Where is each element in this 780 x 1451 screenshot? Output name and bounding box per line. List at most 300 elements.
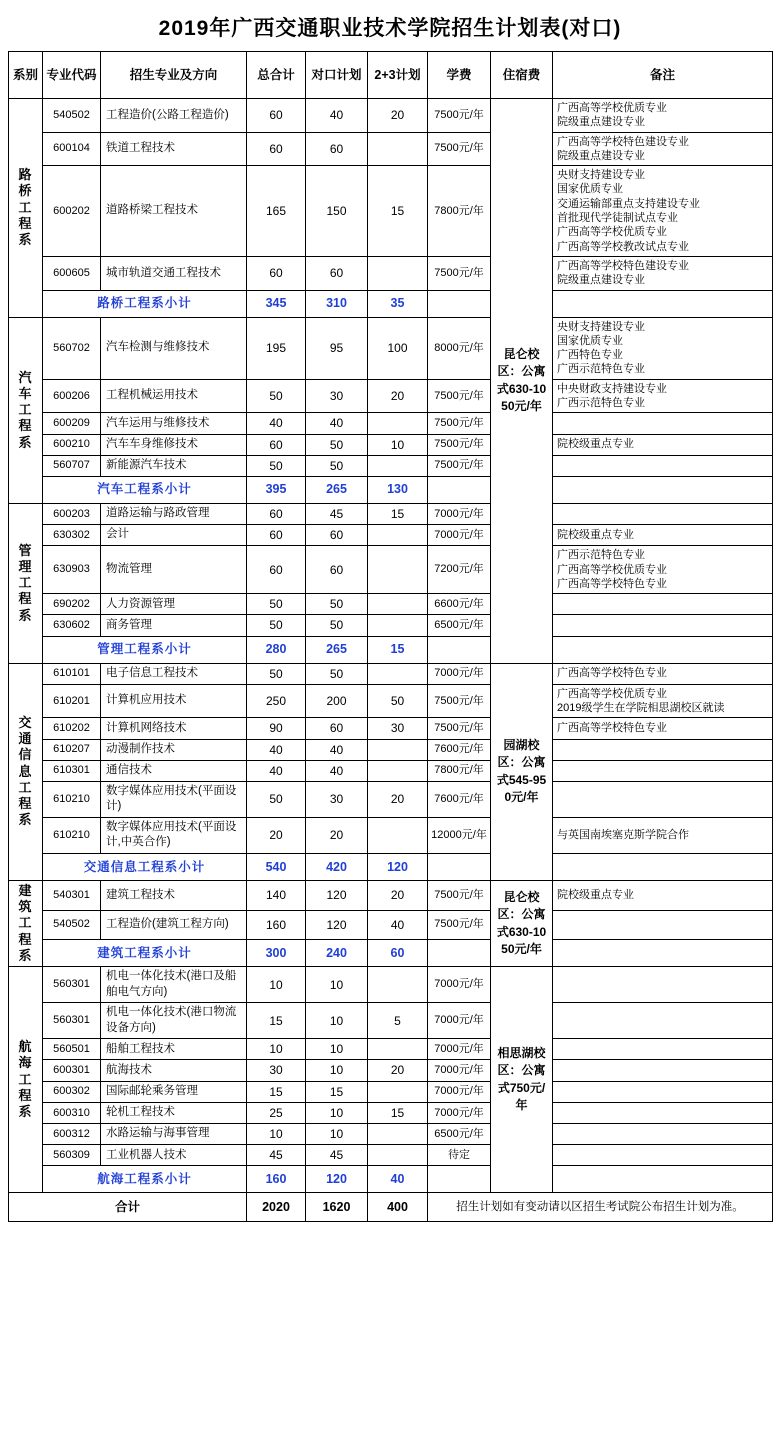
duikou-cell: 40	[306, 739, 368, 760]
table-row	[9, 132, 773, 166]
tuition-cell: 待定	[428, 1145, 491, 1166]
table-row	[9, 615, 773, 636]
major-name-cell: 汽车运用与维修技术	[101, 413, 247, 434]
major-code-cell: 560301	[43, 1003, 101, 1039]
plan23-cell: 10	[368, 434, 428, 455]
total-cell: 10	[247, 1124, 306, 1145]
duikou-cell: 40	[306, 99, 368, 133]
duikou-cell: 50	[306, 615, 368, 636]
total-cell: 20	[247, 817, 306, 853]
subtotal-remark	[553, 290, 773, 317]
duikou-cell: 60	[306, 718, 368, 739]
grand-total-note: 招生计划如有变动请以区招生考试院公布招生计划为准。	[428, 1193, 773, 1222]
remark-cell: 广西高等学校特色建设专业 院级重点建设专业	[553, 256, 773, 290]
subtotal-duikou: 120	[306, 1166, 368, 1193]
duikou-cell: 45	[306, 1145, 368, 1166]
subtotal-total: 160	[247, 1166, 306, 1193]
col-header-total: 总合计	[247, 52, 306, 99]
major-name-cell: 商务管理	[101, 615, 247, 636]
duikou-cell: 10	[306, 1039, 368, 1060]
subtotal-plan23: 60	[368, 940, 428, 967]
duikou-cell: 10	[306, 1102, 368, 1123]
duikou-cell: 20	[306, 817, 368, 853]
tuition-cell: 7500元/年	[428, 132, 491, 166]
plan23-cell: 5	[368, 1003, 428, 1039]
subtotal-row	[9, 636, 773, 663]
table-row	[9, 1039, 773, 1060]
total-cell: 50	[247, 781, 306, 817]
major-name-cell: 汽车车身维修技术	[101, 434, 247, 455]
table-row	[9, 413, 773, 434]
subtotal-remark	[553, 636, 773, 663]
table-row	[9, 525, 773, 546]
remark-cell	[553, 781, 773, 817]
table-row	[9, 317, 773, 379]
major-name-cell: 道路运输与路政管理	[101, 503, 247, 524]
total-cell: 250	[247, 684, 306, 718]
major-code-cell: 610210	[43, 781, 101, 817]
dorm-fee-cell: 相思湖校区：公寓式750元/年	[491, 967, 553, 1193]
duikou-cell: 120	[306, 880, 368, 910]
tuition-cell: 7000元/年	[428, 1081, 491, 1102]
plan23-cell	[368, 817, 428, 853]
major-code-cell: 610207	[43, 739, 101, 760]
duikou-cell: 50	[306, 455, 368, 476]
major-name-cell: 数字媒体应用技术(平面设计,中英合作)	[101, 817, 247, 853]
remark-cell	[553, 503, 773, 524]
remark-cell: 广西高等学校特色专业	[553, 718, 773, 739]
total-cell: 40	[247, 739, 306, 760]
total-cell: 40	[247, 413, 306, 434]
plan23-cell	[368, 739, 428, 760]
major-name-cell: 人力资源管理	[101, 594, 247, 615]
dept-cell: 管 理 工 程 系	[9, 503, 43, 663]
major-name-cell: 计算机网络技术	[101, 718, 247, 739]
remark-cell: 广西高等学校特色专业	[553, 663, 773, 684]
dept-cell: 交 通 信 息 工 程 系	[9, 663, 43, 880]
table-row	[9, 546, 773, 594]
remark-cell: 广西高等学校优质专业 2019级学生在学院相思湖校区就读	[553, 684, 773, 718]
major-name-cell: 城市轨道交通工程技术	[101, 256, 247, 290]
tuition-cell: 7500元/年	[428, 455, 491, 476]
subtotal-plan23: 130	[368, 476, 428, 503]
major-code-cell: 600302	[43, 1081, 101, 1102]
col-header-tuition: 学费	[428, 52, 491, 99]
subtotal-total: 280	[247, 636, 306, 663]
duikou-cell: 200	[306, 684, 368, 718]
major-name-cell: 汽车检测与维修技术	[101, 317, 247, 379]
total-cell: 195	[247, 317, 306, 379]
table-row	[9, 455, 773, 476]
remark-cell	[553, 967, 773, 1003]
major-code-cell: 560301	[43, 967, 101, 1003]
table-row	[9, 781, 773, 817]
subtotal-label: 路桥工程系小计	[43, 290, 247, 317]
total-cell: 60	[247, 434, 306, 455]
subtotal-total: 395	[247, 476, 306, 503]
remark-cell: 与英国南埃塞克斯学院合作	[553, 817, 773, 853]
plan23-cell: 15	[368, 1102, 428, 1123]
major-code-cell: 610101	[43, 663, 101, 684]
tuition-cell: 7500元/年	[428, 718, 491, 739]
subtotal-tuition	[428, 476, 491, 503]
remark-cell	[553, 1060, 773, 1081]
subtotal-duikou: 310	[306, 290, 368, 317]
tuition-cell: 7500元/年	[428, 434, 491, 455]
duikou-cell: 10	[306, 1060, 368, 1081]
plan23-cell	[368, 525, 428, 546]
major-code-cell: 600203	[43, 503, 101, 524]
tuition-cell: 7800元/年	[428, 166, 491, 257]
tuition-cell: 7500元/年	[428, 910, 491, 940]
plan23-cell: 100	[368, 317, 428, 379]
plan23-cell	[368, 1145, 428, 1166]
major-name-cell: 道路桥梁工程技术	[101, 166, 247, 257]
remark-cell	[553, 739, 773, 760]
remark-cell: 院校级重点专业	[553, 434, 773, 455]
plan23-cell	[368, 455, 428, 476]
subtotal-total: 345	[247, 290, 306, 317]
table-row	[9, 1102, 773, 1123]
plan23-cell	[368, 256, 428, 290]
subtotal-label: 交通信息工程系小计	[43, 853, 247, 880]
duikou-cell: 40	[306, 413, 368, 434]
subtotal-remark	[553, 853, 773, 880]
table-row	[9, 379, 773, 413]
remark-cell: 中央财政支持建设专业 广西示范特色专业	[553, 379, 773, 413]
col-header-dept: 系别	[9, 52, 43, 99]
total-cell: 30	[247, 1060, 306, 1081]
duikou-cell: 40	[306, 760, 368, 781]
tuition-cell: 7000元/年	[428, 1060, 491, 1081]
major-name-cell: 船舶工程技术	[101, 1039, 247, 1060]
subtotal-total: 540	[247, 853, 306, 880]
total-cell: 40	[247, 760, 306, 781]
major-code-cell: 600310	[43, 1102, 101, 1123]
tuition-cell: 7500元/年	[428, 256, 491, 290]
grand-total-label: 合计	[9, 1193, 247, 1222]
plan23-cell: 50	[368, 684, 428, 718]
tuition-cell: 7000元/年	[428, 967, 491, 1003]
table-row	[9, 817, 773, 853]
tuition-cell: 7000元/年	[428, 1102, 491, 1123]
duikou-cell: 60	[306, 546, 368, 594]
duikou-cell: 60	[306, 256, 368, 290]
subtotal-row	[9, 1166, 773, 1193]
remark-cell	[553, 594, 773, 615]
major-code-cell: 560501	[43, 1039, 101, 1060]
subtotal-total: 300	[247, 940, 306, 967]
remark-cell	[553, 910, 773, 940]
subtotal-row	[9, 853, 773, 880]
remark-cell: 央财支持建设专业 国家优质专业 广西特色专业 广西示范特色专业	[553, 317, 773, 379]
table-row	[9, 760, 773, 781]
total-cell: 60	[247, 546, 306, 594]
plan23-cell: 15	[368, 503, 428, 524]
tuition-cell: 6500元/年	[428, 615, 491, 636]
remark-cell	[553, 455, 773, 476]
plan23-cell: 20	[368, 781, 428, 817]
plan23-cell: 20	[368, 880, 428, 910]
major-name-cell: 工程造价(公路工程造价)	[101, 99, 247, 133]
major-code-cell: 600210	[43, 434, 101, 455]
remark-cell: 院校级重点专业	[553, 880, 773, 910]
major-name-cell: 水路运输与海事管理	[101, 1124, 247, 1145]
total-cell: 60	[247, 256, 306, 290]
total-cell: 15	[247, 1081, 306, 1102]
major-name-cell: 建筑工程技术	[101, 880, 247, 910]
duikou-cell: 50	[306, 663, 368, 684]
major-code-cell: 600605	[43, 256, 101, 290]
tuition-cell: 7000元/年	[428, 503, 491, 524]
major-code-cell: 600312	[43, 1124, 101, 1145]
plan23-cell	[368, 1124, 428, 1145]
col-header-remark: 备注	[553, 52, 773, 99]
remark-cell	[553, 615, 773, 636]
table-row	[9, 434, 773, 455]
major-name-cell: 数字媒体应用技术(平面设计)	[101, 781, 247, 817]
tuition-cell: 12000元/年	[428, 817, 491, 853]
total-cell: 140	[247, 880, 306, 910]
major-name-cell: 电子信息工程技术	[101, 663, 247, 684]
tuition-cell: 7000元/年	[428, 1003, 491, 1039]
major-name-cell: 工程机械运用技术	[101, 379, 247, 413]
col-header-major-name: 招生专业及方向	[101, 52, 247, 99]
table-row	[9, 99, 773, 133]
remark-cell	[553, 1102, 773, 1123]
total-cell: 50	[247, 594, 306, 615]
table-row	[9, 1081, 773, 1102]
table-row	[9, 1060, 773, 1081]
subtotal-duikou: 265	[306, 476, 368, 503]
remark-cell	[553, 1081, 773, 1102]
subtotal-tuition	[428, 636, 491, 663]
dept-cell: 路 桥 工 程 系	[9, 99, 43, 318]
grand-total-total: 2020	[247, 1193, 306, 1222]
major-code-cell: 560309	[43, 1145, 101, 1166]
table-row	[9, 967, 773, 1003]
total-cell: 60	[247, 525, 306, 546]
plan23-cell	[368, 967, 428, 1003]
major-code-cell: 600209	[43, 413, 101, 434]
table-row	[9, 663, 773, 684]
plan23-cell	[368, 413, 428, 434]
tuition-cell: 7800元/年	[428, 760, 491, 781]
subtotal-plan23: 40	[368, 1166, 428, 1193]
major-code-cell: 610301	[43, 760, 101, 781]
duikou-cell: 30	[306, 781, 368, 817]
major-code-cell: 600104	[43, 132, 101, 166]
tuition-cell: 7500元/年	[428, 99, 491, 133]
plan23-cell	[368, 760, 428, 781]
major-name-cell: 铁道工程技术	[101, 132, 247, 166]
total-cell: 60	[247, 132, 306, 166]
tuition-cell: 7000元/年	[428, 525, 491, 546]
major-name-cell: 工业机器人技术	[101, 1145, 247, 1166]
plan23-cell: 20	[368, 99, 428, 133]
tuition-cell: 7600元/年	[428, 739, 491, 760]
table-row	[9, 739, 773, 760]
subtotal-tuition	[428, 290, 491, 317]
table-row	[9, 718, 773, 739]
remark-cell	[553, 760, 773, 781]
total-cell: 165	[247, 166, 306, 257]
plan23-cell: 20	[368, 1060, 428, 1081]
major-code-cell: 560707	[43, 455, 101, 476]
duikou-cell: 120	[306, 910, 368, 940]
dorm-fee-cell: 昆仑校区：公寓式630-1050元/年	[491, 880, 553, 966]
subtotal-label: 建筑工程系小计	[43, 940, 247, 967]
tuition-cell: 7500元/年	[428, 684, 491, 718]
major-code-cell: 600206	[43, 379, 101, 413]
major-code-cell: 690202	[43, 594, 101, 615]
major-name-cell: 国际邮轮乘务管理	[101, 1081, 247, 1102]
total-cell: 90	[247, 718, 306, 739]
major-name-cell: 通信技术	[101, 760, 247, 781]
tuition-cell: 7600元/年	[428, 781, 491, 817]
table-row	[9, 1124, 773, 1145]
duikou-cell: 45	[306, 503, 368, 524]
tuition-cell: 7000元/年	[428, 1039, 491, 1060]
grand-total-plan23: 400	[368, 1193, 428, 1222]
duikou-cell: 10	[306, 967, 368, 1003]
tuition-cell: 7500元/年	[428, 413, 491, 434]
grand-total-duikou: 1620	[306, 1193, 368, 1222]
major-name-cell: 机电一体化技术(港口及船舶电气方向)	[101, 967, 247, 1003]
col-header-dorm-fee: 住宿费	[491, 52, 553, 99]
subtotal-duikou: 420	[306, 853, 368, 880]
table-row	[9, 256, 773, 290]
total-cell: 60	[247, 99, 306, 133]
total-cell: 45	[247, 1145, 306, 1166]
subtotal-plan23: 35	[368, 290, 428, 317]
total-cell: 60	[247, 503, 306, 524]
subtotal-row	[9, 476, 773, 503]
major-name-cell: 轮机工程技术	[101, 1102, 247, 1123]
major-name-cell: 物流管理	[101, 546, 247, 594]
remark-cell: 央财支持建设专业 国家优质专业 交通运输部重点支持建设专业 首批现代学徒制试点专业 广西高等学校优质专业 广西高等学校教改试点专业	[553, 166, 773, 257]
col-header-duikou: 对口计划	[306, 52, 368, 99]
major-code-cell: 630602	[43, 615, 101, 636]
total-cell: 10	[247, 967, 306, 1003]
col-header-major-code: 专业代码	[43, 52, 101, 99]
total-cell: 160	[247, 910, 306, 940]
remark-cell	[553, 1039, 773, 1060]
plan23-cell	[368, 663, 428, 684]
major-name-cell: 新能源汽车技术	[101, 455, 247, 476]
major-code-cell: 610202	[43, 718, 101, 739]
duikou-cell: 60	[306, 525, 368, 546]
subtotal-row	[9, 940, 773, 967]
subtotal-label: 管理工程系小计	[43, 636, 247, 663]
major-code-cell: 630903	[43, 546, 101, 594]
table-header-row	[9, 52, 773, 99]
duikou-cell: 30	[306, 379, 368, 413]
dorm-fee-cell: 昆仑校区：公寓式630-1050元/年	[491, 99, 553, 664]
total-cell: 50	[247, 615, 306, 636]
table-row	[9, 594, 773, 615]
major-code-cell: 560702	[43, 317, 101, 379]
tuition-cell: 6500元/年	[428, 1124, 491, 1145]
table-row	[9, 166, 773, 257]
subtotal-label: 航海工程系小计	[43, 1166, 247, 1193]
major-code-cell: 610210	[43, 817, 101, 853]
major-code-cell: 600301	[43, 1060, 101, 1081]
table-body	[9, 99, 773, 1222]
subtotal-tuition	[428, 1166, 491, 1193]
major-code-cell: 630302	[43, 525, 101, 546]
remark-cell: 广西高等学校特色建设专业 院级重点建设专业	[553, 132, 773, 166]
tuition-cell: 7000元/年	[428, 663, 491, 684]
remark-cell: 广西示范特色专业 广西高等学校优质专业 广西高等学校特色专业	[553, 546, 773, 594]
grand-total-row	[9, 1193, 773, 1222]
major-code-cell: 610201	[43, 684, 101, 718]
tuition-cell: 7500元/年	[428, 880, 491, 910]
tuition-cell: 7500元/年	[428, 379, 491, 413]
major-code-cell: 540301	[43, 880, 101, 910]
dorm-fee-cell: 园湖校区：公寓式545-950元/年	[491, 663, 553, 880]
tuition-cell: 8000元/年	[428, 317, 491, 379]
subtotal-row	[9, 290, 773, 317]
major-code-cell: 600202	[43, 166, 101, 257]
duikou-cell: 10	[306, 1003, 368, 1039]
remark-cell	[553, 1124, 773, 1145]
subtotal-duikou: 240	[306, 940, 368, 967]
subtotal-label: 汽车工程系小计	[43, 476, 247, 503]
page-title: 2019年广西交通职业技术学院招生计划表(对口)	[158, 17, 622, 40]
subtotal-tuition	[428, 940, 491, 967]
plan23-cell	[368, 1081, 428, 1102]
major-code-cell: 540502	[43, 910, 101, 940]
duikou-cell: 95	[306, 317, 368, 379]
total-cell: 50	[247, 455, 306, 476]
duikou-cell: 60	[306, 132, 368, 166]
total-cell: 50	[247, 663, 306, 684]
duikou-cell: 50	[306, 594, 368, 615]
subtotal-duikou: 265	[306, 636, 368, 663]
major-name-cell: 会计	[101, 525, 247, 546]
plan23-cell	[368, 1039, 428, 1060]
subtotal-remark	[553, 476, 773, 503]
subtotal-remark	[553, 940, 773, 967]
dept-cell: 航 海 工 程 系	[9, 967, 43, 1193]
major-name-cell: 计算机应用技术	[101, 684, 247, 718]
plan23-cell	[368, 132, 428, 166]
remark-cell: 广西高等学校优质专业 院级重点建设专业	[553, 99, 773, 133]
plan23-cell	[368, 615, 428, 636]
table-row	[9, 1145, 773, 1166]
major-name-cell: 航海技术	[101, 1060, 247, 1081]
remark-cell	[553, 1003, 773, 1039]
dept-cell: 建 筑 工 程 系	[9, 880, 43, 966]
table-row	[9, 684, 773, 718]
major-name-cell: 工程造价(建筑工程方向)	[101, 910, 247, 940]
plan23-cell	[368, 594, 428, 615]
plan23-cell: 30	[368, 718, 428, 739]
duikou-cell: 10	[306, 1124, 368, 1145]
plan23-cell: 15	[368, 166, 428, 257]
remark-cell	[553, 413, 773, 434]
duikou-cell: 150	[306, 166, 368, 257]
duikou-cell: 15	[306, 1081, 368, 1102]
major-name-cell: 动漫制作技术	[101, 739, 247, 760]
table-row	[9, 880, 773, 910]
total-cell: 50	[247, 379, 306, 413]
duikou-cell: 50	[306, 434, 368, 455]
plan23-cell	[368, 546, 428, 594]
tuition-cell: 7200元/年	[428, 546, 491, 594]
subtotal-plan23: 15	[368, 636, 428, 663]
